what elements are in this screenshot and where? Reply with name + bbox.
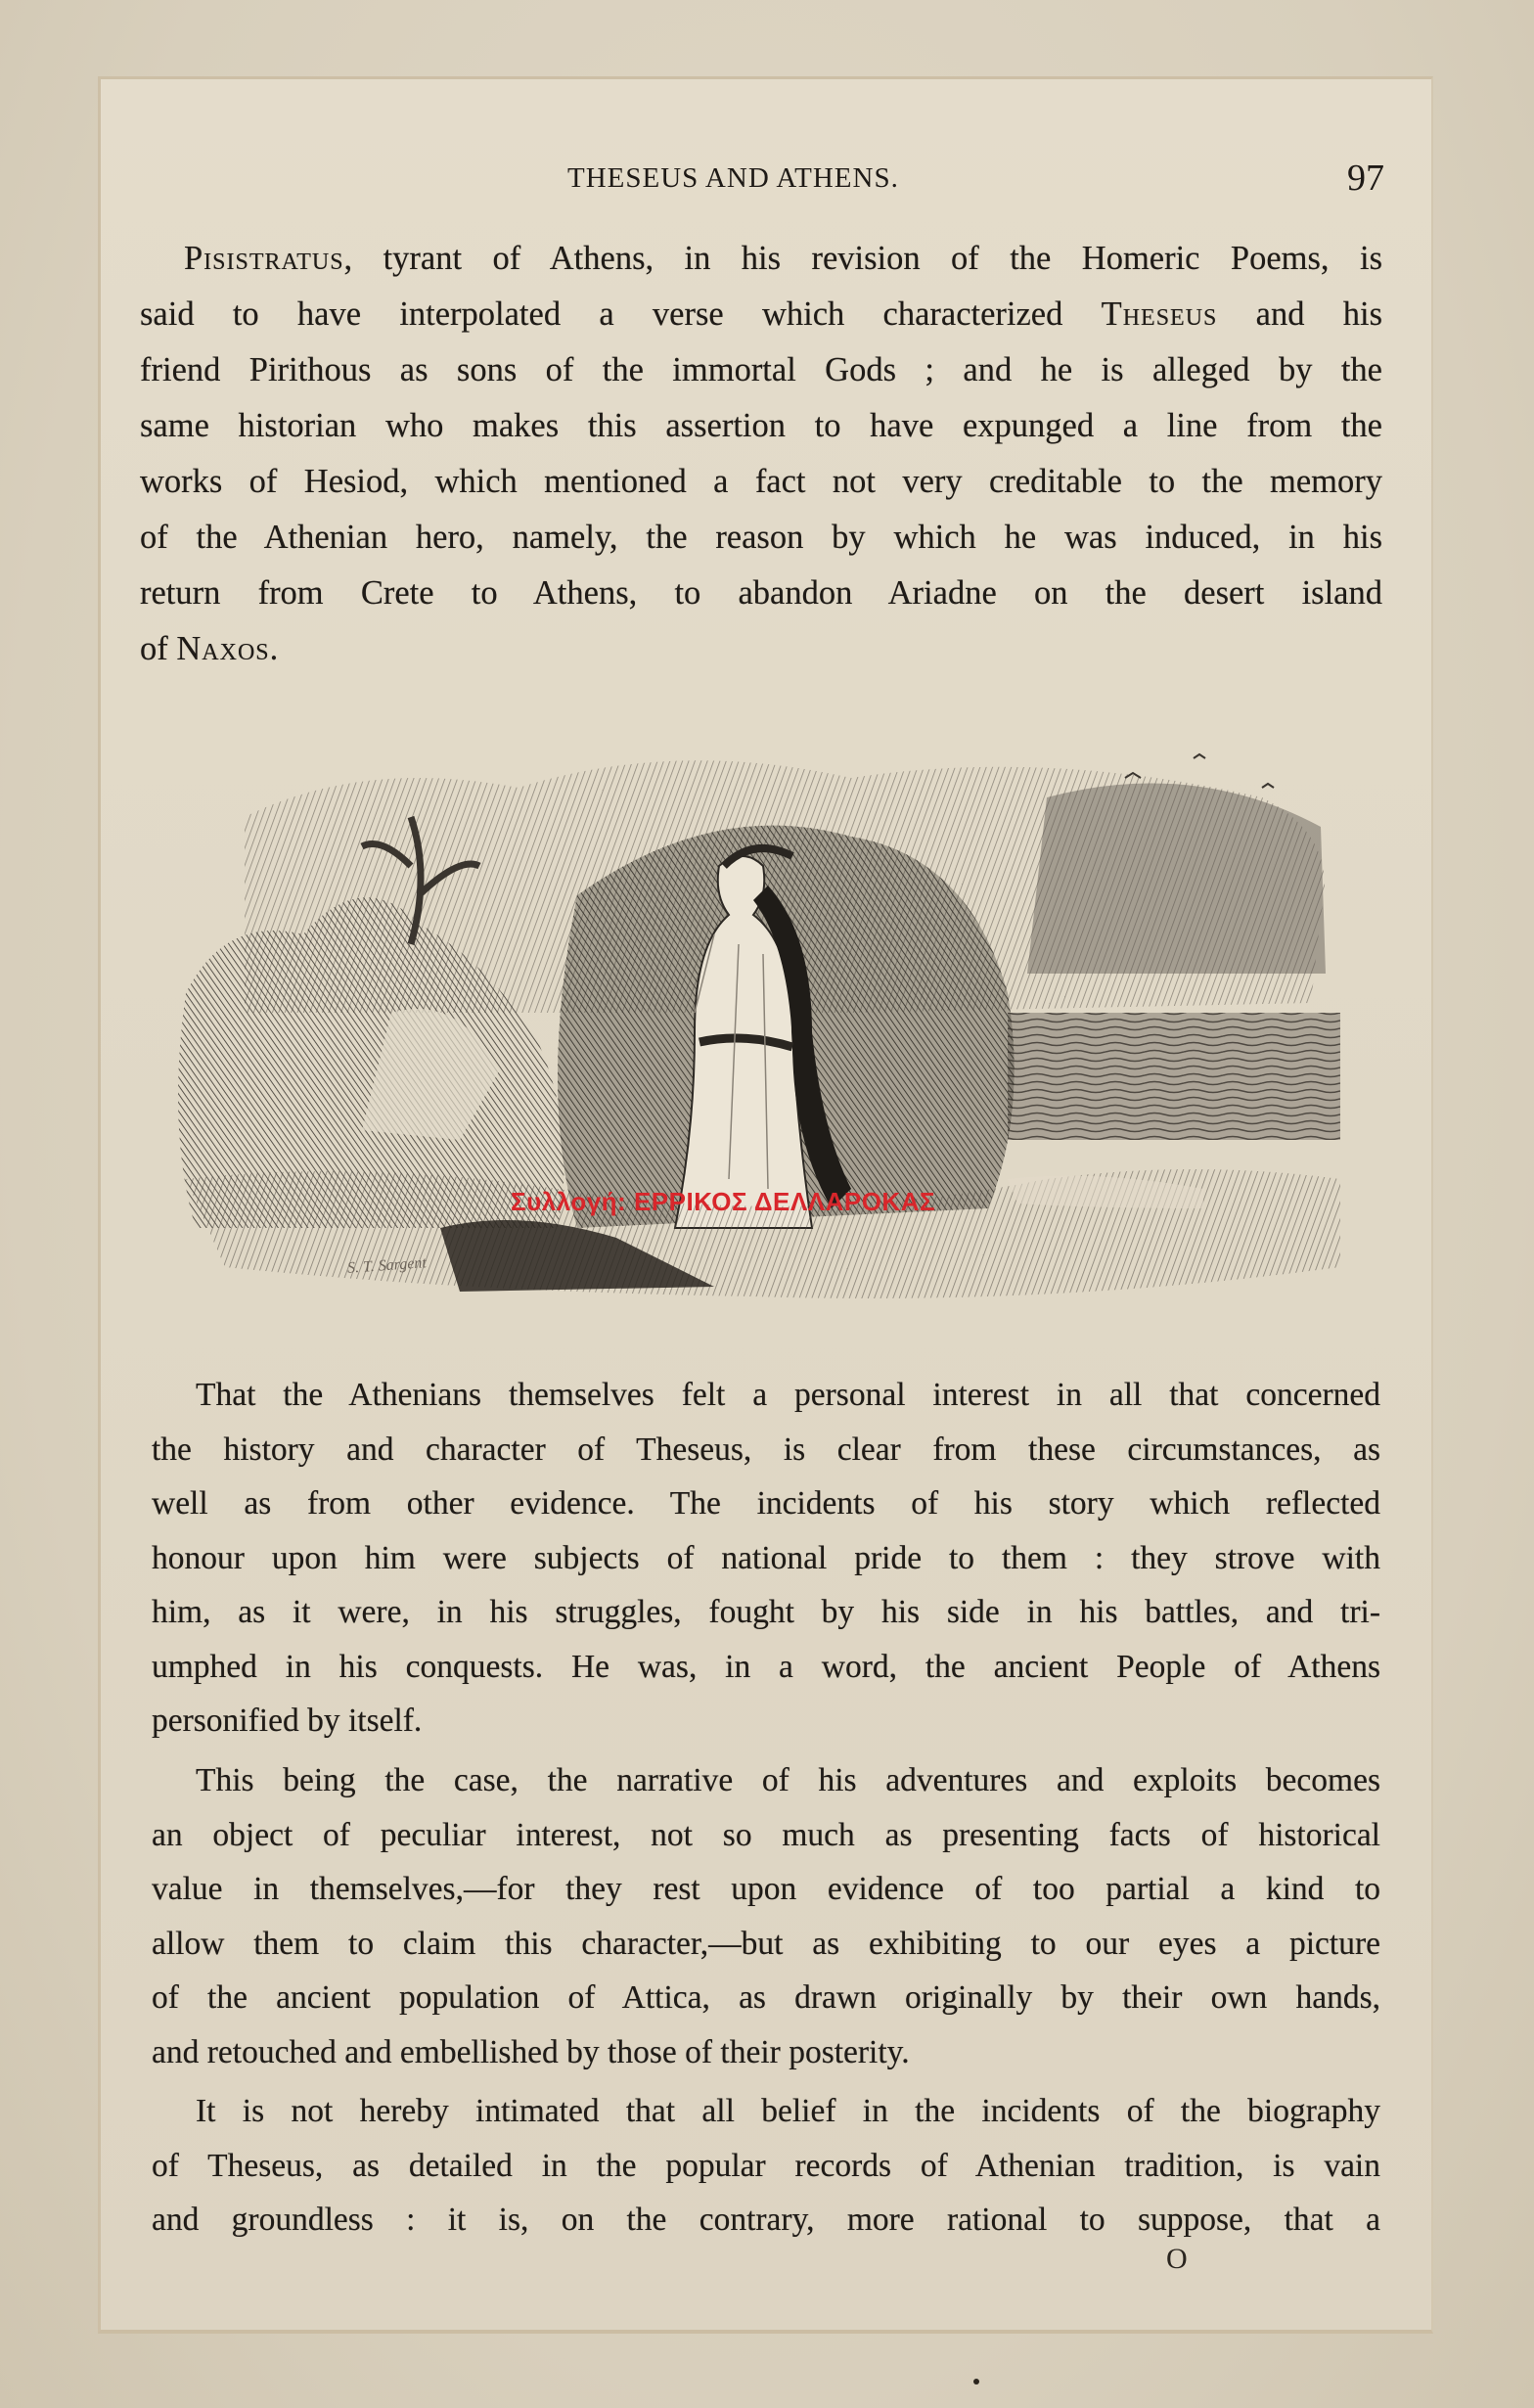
text-line — [140, 287, 1382, 342]
printer-signature-mark: O — [1166, 2243, 1188, 2275]
text-line: umphed in his conquests. He was, in a word, the ancient People of Athens — [152, 1648, 1380, 1685]
smallcaps-name: Pisistratus — [184, 240, 344, 277]
paragraph-pisistratus — [140, 231, 1382, 677]
smallcaps-name: Naxos — [176, 630, 270, 667]
engraver-signature: S. T. Sargent — [346, 1254, 428, 1277]
paper-blemish-dot — [973, 2379, 979, 2385]
text-line: well as from other evidence. The incidents of his story which reflected — [152, 1485, 1380, 1522]
text-line: and retouched and embellished by those of their posterity. — [152, 2033, 910, 2070]
text-line: and groundless : it is, on the contrary, more rational to suppose, that a — [152, 2202, 1380, 2238]
paragraph-belief-not-vain — [152, 2084, 1380, 2248]
line-text: of — [140, 630, 177, 667]
engraving-image — [166, 719, 1389, 1326]
text-line: of Theseus, as detailed in the popular records of Athenian tradition, is vain — [152, 2147, 1380, 2184]
text-line — [140, 231, 1382, 287]
paragraph-narrative-interest — [152, 1753, 1380, 2079]
text-line: him, as it were, in his struggles, fought by his side in his battles, and tri- — [152, 1594, 1380, 1630]
text-line: the history and character of Theseus, is clear from these circumstances, as — [152, 1431, 1380, 1468]
text-line: return from Crete to Athens, to abandon Ariadne on the desert island — [140, 574, 1382, 612]
line-text: , tyrant of Athens, in his revision of the Homeric Poems, is — [343, 240, 1382, 277]
text-line: It is not hereby intimated that all belief in the incidents of the biography — [196, 2093, 1380, 2129]
text-line: allow them to claim this character,—but as exhibiting to our eyes a picture — [152, 1925, 1380, 1962]
paragraph-athenians-interest — [152, 1368, 1380, 1749]
text-line: personified by itself. — [152, 1703, 423, 1739]
text-line: of the ancient population of Attica, as drawn originally by their own hands, — [152, 1979, 1380, 2016]
text-line: works of Hesiod, which mentioned a fact not very creditable to the memory — [140, 463, 1382, 500]
text-line: This being the case, the narrative of his adventures and exploits becomes — [196, 1762, 1380, 1798]
text-line: That the Athenians themselves felt a personal interest in all that concerned — [196, 1377, 1380, 1413]
text-line: value in themselves,—for they rest upon evidence of too partial a kind to — [152, 1871, 1380, 1907]
running-head — [470, 157, 1384, 205]
line-text: and his — [1217, 295, 1382, 333]
text-line — [140, 621, 1382, 677]
smallcaps-name: Theseus — [1101, 295, 1218, 333]
collection-watermark: Συλλογή: ΕΡΡΙΚΟΣ ΔΕΛΛΑΡΟΚΑΣ — [511, 1187, 936, 1216]
text-line: friend Pirithous as sons of the immortal Gods ; and he is alleged by the — [140, 351, 1382, 388]
ariadne-engraving-illustration — [166, 719, 1389, 1326]
text-line: honour upon him were subjects of national pride to them : they strove with — [152, 1539, 1380, 1576]
page-number: 97 — [1347, 158, 1384, 199]
text-line: an object of peculiar interest, not so much as presenting facts of historical — [152, 1816, 1380, 1853]
line-text: . — [269, 630, 279, 667]
line-text: said to have interpolated a verse which characterized — [140, 295, 1102, 333]
running-head-title: THESEUS AND ATHENS. — [567, 162, 899, 194]
text-line: of the Athenian hero, namely, the reason by which he was induced, in his — [140, 519, 1382, 556]
text-line: same historian who makes this assertion to have expunged a line from the — [140, 407, 1382, 444]
